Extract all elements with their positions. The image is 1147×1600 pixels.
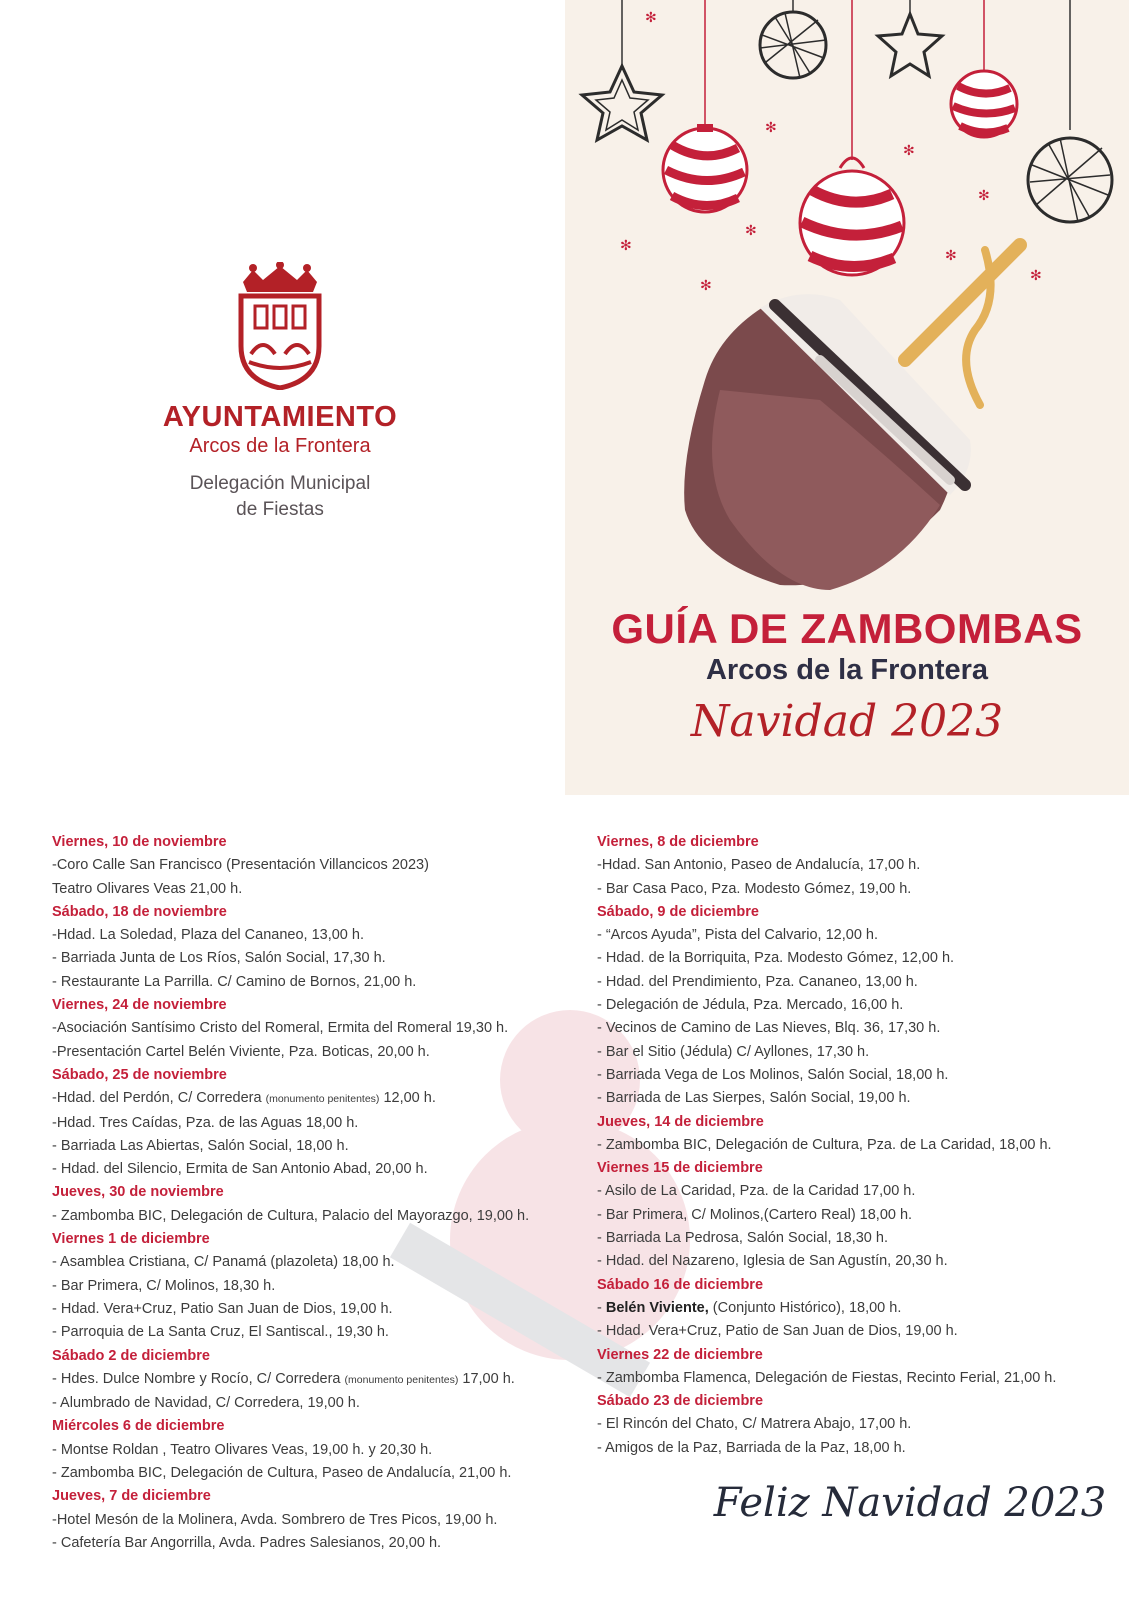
event-line: - Restaurante La Parrilla. C/ Camino de Bornos, 21,00 h. bbox=[52, 973, 417, 990]
day-block bbox=[52, 1485, 572, 1555]
day-block bbox=[52, 1415, 572, 1485]
event-line: - Zambomba Flamenca, Delegación de Fiestas, Recinto Ferial, 21,00 h. bbox=[597, 1369, 1057, 1386]
guide-title: GUÍA DE ZAMBOMBAS bbox=[611, 605, 1083, 652]
event-note: (monumento penitentes) bbox=[265, 1093, 380, 1106]
day-heading: Jueves, 30 de noviembre bbox=[52, 1184, 224, 1201]
event-line: - Barriada Las Abiertas, Salón Social, 18,00 h. bbox=[52, 1137, 349, 1154]
day-heading: Viernes, 10 de noviembre bbox=[52, 834, 227, 850]
event-text: - Hdes. Dulce Nombre y Rocío, C/ Corredera bbox=[52, 1370, 341, 1387]
event-line: - Bar Primera, C/ Molinos, 18,30 h. bbox=[52, 1277, 276, 1294]
event-line: - Hdad. Vera+Cruz, Patio de San Juan de Dios, 19,00 h. bbox=[597, 1323, 958, 1340]
event-line: - “Arcos Ayuda”, Pista del Calvario, 12,00 h. bbox=[597, 927, 879, 944]
event-time: 12,00 h. bbox=[379, 1090, 436, 1107]
svg-text:✻: ✻ bbox=[620, 237, 632, 253]
wire-ball-ornament-large bbox=[1028, 138, 1112, 222]
event-highlight: Belén Viviente, bbox=[605, 1299, 709, 1316]
city-logo-block bbox=[150, 262, 410, 523]
event-line: - Vecinos de Camino de Las Nieves, Blq. 36, 17,30 h. bbox=[597, 1020, 941, 1037]
day-block bbox=[597, 1390, 1117, 1460]
svg-text:✻: ✻ bbox=[978, 187, 990, 203]
svg-text:✻: ✻ bbox=[945, 247, 957, 263]
wire-ball-ornament bbox=[760, 12, 826, 78]
event-line: - Hdad. del Silencio, Ermita de San Antonio Abad, 20,00 h. bbox=[52, 1161, 428, 1178]
event-line: - Montse Roldan , Teatro Olivares Veas, 19,00 h. y 20,30 h. bbox=[52, 1441, 433, 1458]
event-line: -Asociación Santísimo Cristo del Romeral, Ermita del Romeral 19,30 h. bbox=[52, 1020, 509, 1037]
striped-ball-ornament-small bbox=[951, 71, 1017, 137]
svg-text:✻: ✻ bbox=[645, 9, 657, 25]
event-line: - Parroquia de La Santa Cruz, El Santiscal., 19,30 h. bbox=[52, 1324, 389, 1341]
event-line: -Coro Calle San Francisco (Presentación Villancicos 2023) bbox=[52, 857, 429, 874]
day-block bbox=[52, 1228, 572, 1344]
svg-text:✻: ✻ bbox=[765, 119, 777, 135]
event-line: - Zambomba BIC, Delegación de Cultura, Paseo de Andalucía, 21,00 h. bbox=[52, 1465, 512, 1482]
event-line: - Hdad. del Prendimiento, Pza. Cananeo, 13,00 h. bbox=[597, 973, 918, 990]
city-council-name: AYUNTAMIENTO bbox=[162, 401, 398, 433]
event-line: - Bar el Sitio (Jédula) C/ Ayllones, 17,30 h. bbox=[597, 1043, 870, 1060]
day-block bbox=[597, 1344, 1117, 1391]
day-block bbox=[597, 1157, 1117, 1273]
star-ornament-right bbox=[878, 14, 942, 76]
day-block bbox=[52, 831, 572, 901]
delegation-line-1: Delegación Municipal bbox=[189, 473, 371, 494]
event-text: -Hdad. del Perdón, C/ Corredera bbox=[52, 1090, 262, 1107]
event-line: - Zambomba BIC, Delegación de Cultura, Pza. de La Caridad, 18,00 h. bbox=[597, 1136, 1052, 1153]
day-heading: Miércoles 6 de diciembre bbox=[52, 1418, 225, 1435]
day-heading: Sábado, 9 de diciembre bbox=[597, 903, 759, 920]
event-line: - Delegación de Jédula, Pza. Mercado, 16,00 h. bbox=[597, 997, 904, 1014]
striped-ball-ornament bbox=[663, 124, 747, 212]
event-line: - Barriada Junta de Los Ríos, Salón Social, 17,30 h. bbox=[52, 950, 386, 967]
zambomba-illustration bbox=[684, 245, 1020, 590]
event-line bbox=[597, 1297, 1117, 1320]
event-line: - Bar Primera, C/ Molinos,(Cartero Real) 18,00 h. bbox=[597, 1206, 913, 1223]
day-block bbox=[52, 1064, 572, 1181]
day-block bbox=[52, 901, 572, 994]
day-block bbox=[597, 901, 1117, 1111]
city-town-name: Arcos de la Frontera bbox=[189, 435, 371, 457]
day-heading: Viernes 22 de diciembre bbox=[597, 1346, 763, 1363]
event-line: -Hotel Mesón de la Molinera, Avda. Sombrero de Tres Picos, 19,00 h. bbox=[52, 1511, 498, 1528]
day-heading: Sábado, 25 de noviembre bbox=[52, 1066, 227, 1083]
day-heading: Sábado, 18 de noviembre bbox=[52, 903, 227, 920]
navidad-script: Navidad 2023 bbox=[690, 696, 1004, 747]
event-line: - Cafetería Bar Angorrilla, Avda. Padres Salesianos, 20,00 h. bbox=[52, 1534, 442, 1551]
event-line: - Zambomba BIC, Delegación de Cultura, Palacio del Mayorazgo, 19,00 h. bbox=[52, 1207, 530, 1224]
event-text: (Conjunto Histórico), 18,00 h. bbox=[708, 1299, 902, 1316]
day-block bbox=[597, 831, 1117, 901]
event-line bbox=[52, 1087, 572, 1111]
day-heading: Jueves, 14 de diciembre bbox=[597, 1113, 764, 1130]
day-heading: Viernes 1 de diciembre bbox=[52, 1231, 210, 1248]
event-line: - Hdad. del Nazareno, Iglesia de San Agustín, 20,30 h. bbox=[597, 1253, 948, 1270]
event-line: -Presentación Cartel Belén Viviente, Pza. Boticas, 20,00 h. bbox=[52, 1043, 430, 1060]
schedule-right-column bbox=[597, 831, 1117, 1460]
svg-text:✻: ✻ bbox=[1030, 267, 1042, 283]
event-line: - Alumbrado de Navidad, C/ Corredera, 19,00 h. bbox=[52, 1395, 360, 1412]
day-block bbox=[52, 1181, 572, 1228]
event-line: - Bar Casa Paco, Pza. Modesto Gómez, 19,00 h. bbox=[597, 880, 912, 897]
svg-text:✻: ✻ bbox=[745, 222, 757, 238]
day-block bbox=[52, 1345, 572, 1416]
event-line: Teatro Olivares Veas 21,00 h. bbox=[52, 880, 243, 897]
day-block bbox=[52, 994, 572, 1064]
day-heading: Jueves, 7 de diciembre bbox=[52, 1488, 211, 1505]
guide-subtitle: Arcos de la Frontera bbox=[705, 654, 989, 686]
day-heading: Sábado 23 de diciembre bbox=[597, 1393, 764, 1410]
event-line: -Hdad. San Antonio, Paseo de Andalucía, 17,00 h. bbox=[597, 857, 921, 874]
event-prefix: - bbox=[597, 1299, 606, 1316]
event-line: - Barriada de Las Sierpes, Salón Social, 19,00 h. bbox=[597, 1090, 911, 1107]
striped-ball-ornament-center bbox=[800, 158, 904, 275]
day-heading: Viernes, 24 de noviembre bbox=[52, 997, 227, 1014]
day-heading: Viernes 15 de diciembre bbox=[597, 1160, 763, 1177]
day-heading: Viernes, 8 de diciembre bbox=[597, 834, 759, 850]
event-line: - Amigos de la Paz, Barriada de la Paz, 18,00 h. bbox=[597, 1439, 906, 1456]
event-line: - Hdad. Vera+Cruz, Patio San Juan de Dios, 19,00 h. bbox=[52, 1300, 393, 1317]
event-line: -Hdad. La Soledad, Plaza del Cananeo, 13,00 h. bbox=[52, 927, 364, 944]
svg-text:✻: ✻ bbox=[903, 142, 915, 158]
event-line: - Hdad. de la Borriquita, Pza. Modesto Gómez, 12,00 h. bbox=[597, 950, 955, 967]
event-line: -Hdad. Tres Caídas, Pza. de las Aguas 18,00 h. bbox=[52, 1114, 359, 1131]
delegation-name bbox=[150, 471, 410, 523]
event-line: - Barriada La Pedrosa, Salón Social, 18,30 h. bbox=[597, 1230, 888, 1247]
day-block bbox=[597, 1274, 1117, 1344]
event-time: 17,00 h. bbox=[458, 1370, 515, 1387]
delegation-line-2: de Fiestas bbox=[236, 499, 324, 520]
schedule-left-column bbox=[52, 831, 572, 1555]
day-block bbox=[597, 1111, 1117, 1158]
day-heading: Sábado 16 de diciembre bbox=[597, 1276, 764, 1293]
svg-text:✻: ✻ bbox=[700, 277, 712, 293]
crown-shield-icon bbox=[235, 262, 325, 390]
event-line: - Asamblea Cristiana, C/ Panamá (plazoleta) 18,00 h. bbox=[52, 1254, 395, 1271]
event-line: - El Rincón del Chato, C/ Matrera Abajo, 17,00 h. bbox=[597, 1416, 912, 1433]
event-note: (monumento penitentes) bbox=[344, 1373, 459, 1386]
day-heading: Sábado 2 de diciembre bbox=[52, 1347, 210, 1364]
feliz-navidad-script: Feliz Navidad 2023 bbox=[713, 1480, 1107, 1526]
event-line: - Asilo de La Caridad, Pza. de la Caridad 17,00 h. bbox=[597, 1183, 916, 1200]
event-line bbox=[52, 1368, 572, 1392]
event-line: - Barriada Vega de Los Molinos, Salón Social, 18,00 h. bbox=[597, 1066, 949, 1083]
star-ornament-left bbox=[582, 66, 662, 140]
